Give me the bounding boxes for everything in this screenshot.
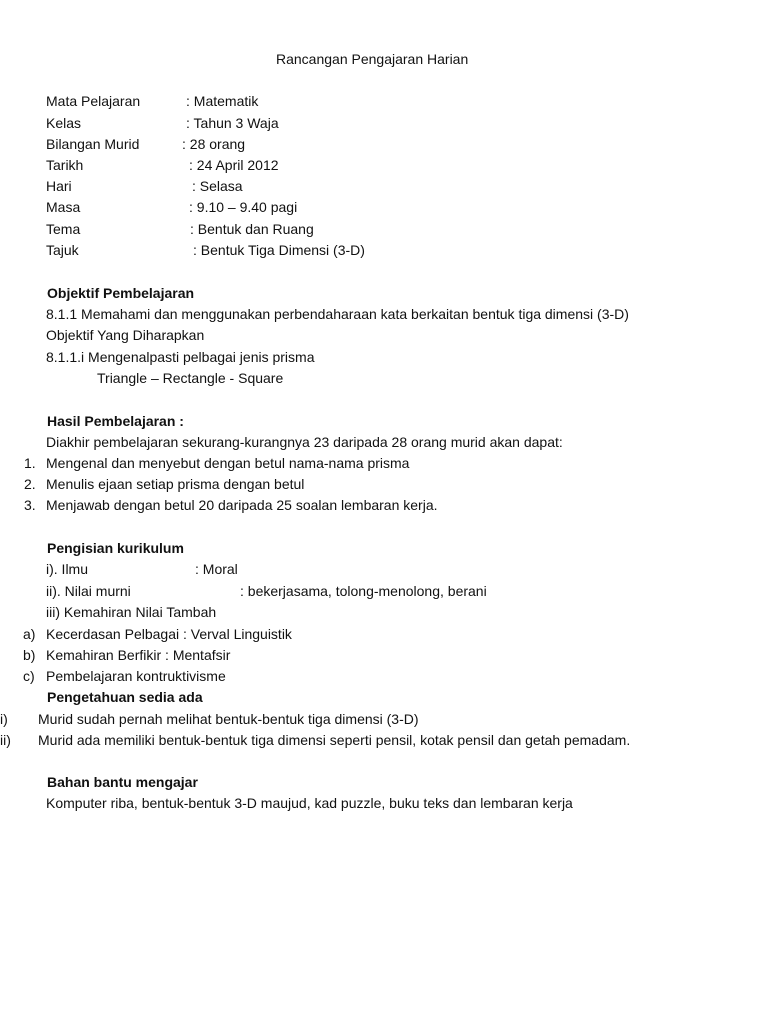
- kemahiran-line: iii) Kemahiran Nilai Tambah: [46, 604, 217, 620]
- info-value: : 28 orang: [182, 136, 246, 152]
- list-item: Pembelajaran kontruktivisme: [46, 668, 226, 684]
- list-number: 3.: [24, 497, 36, 513]
- list-item: Murid ada memiliki bentuk-bentuk tiga dimensi seperti pensil, kotak pensil dan getah pemadam.: [38, 732, 631, 748]
- pengetahuan-heading: Pengetahuan sedia ada: [47, 689, 203, 705]
- list-item: Mengenal dan menyebut dengan betul nama-nama prisma: [46, 455, 410, 471]
- ilmu-value: : Moral: [195, 561, 238, 577]
- info-label: Tema: [46, 221, 81, 237]
- objektif-heading: Objektif Pembelajaran: [47, 285, 195, 301]
- info-value: : Tahun 3 Waja: [186, 115, 279, 131]
- list-item: Kemahiran Berfikir : Mentafsir: [46, 647, 231, 663]
- info-label: Tajuk: [46, 242, 79, 258]
- list-mark: i): [0, 711, 8, 727]
- info-value: : Bentuk dan Ruang: [190, 221, 314, 237]
- bahan-heading: Bahan bantu mengajar: [47, 774, 198, 790]
- info-label: Tarikh: [46, 157, 84, 173]
- info-label: Hari: [46, 178, 72, 194]
- info-label: Bilangan Murid: [46, 136, 140, 152]
- hasil-intro: Diakhir pembelajaran sekurang-kurangnya 23 daripada 28 orang murid akan dapat:: [46, 434, 563, 450]
- info-value: : 24 April 2012: [189, 157, 279, 173]
- list-number: 1.: [24, 455, 36, 471]
- list-item: Menulis ejaan setiap prisma dengan betul: [46, 476, 305, 492]
- pengisian-heading: Pengisian kurikulum: [47, 540, 184, 556]
- objektif-line: 8.1.1.i Mengenalpasti pelbagai jenis prisma: [46, 349, 315, 365]
- list-mark: c): [23, 668, 35, 684]
- nilai-label: ii). Nilai murni: [46, 583, 131, 599]
- page-title: Rancangan Pengajaran Harian: [276, 51, 469, 67]
- info-value: : Bentuk Tiga Dimensi (3-D): [193, 242, 365, 258]
- list-item: Menjawab dengan betul 20 daripada 25 soalan lembaran kerja.: [46, 497, 438, 513]
- list-mark: a): [23, 626, 36, 642]
- nilai-value: : bekerjasama, tolong-menolong, berani: [240, 583, 487, 599]
- bahan-text: Komputer riba, bentuk-bentuk 3-D maujud, kad puzzle, buku teks dan lembaran kerja: [46, 795, 573, 811]
- objektif-line: 8.1.1 Memahami dan menggunakan perbendaharaan kata berkaitan bentuk tiga dimensi (3-D): [46, 306, 629, 322]
- info-label: Kelas: [46, 115, 82, 131]
- list-number: 2.: [24, 476, 36, 492]
- hasil-heading: Hasil Pembelajaran :: [47, 413, 184, 429]
- info-label: Masa: [46, 199, 81, 215]
- list-item: Kecerdasan Pelbagai : Verval Linguistik: [46, 626, 292, 642]
- info-value: : Matematik: [186, 93, 259, 109]
- info-value: : Selasa: [192, 178, 243, 194]
- list-item: Murid sudah pernah melihat bentuk-bentuk tiga dimensi (3-D): [38, 711, 419, 727]
- info-value: : 9.10 – 9.40 pagi: [189, 199, 298, 215]
- list-mark: ii): [0, 732, 11, 748]
- list-mark: b): [23, 647, 36, 663]
- ilmu-label: i). Ilmu: [46, 561, 88, 577]
- info-label: Mata Pelajaran: [46, 93, 141, 109]
- objektif-line: Triangle – Rectangle - Square: [97, 370, 284, 386]
- objektif-line: Objektif Yang Diharapkan: [46, 327, 205, 343]
